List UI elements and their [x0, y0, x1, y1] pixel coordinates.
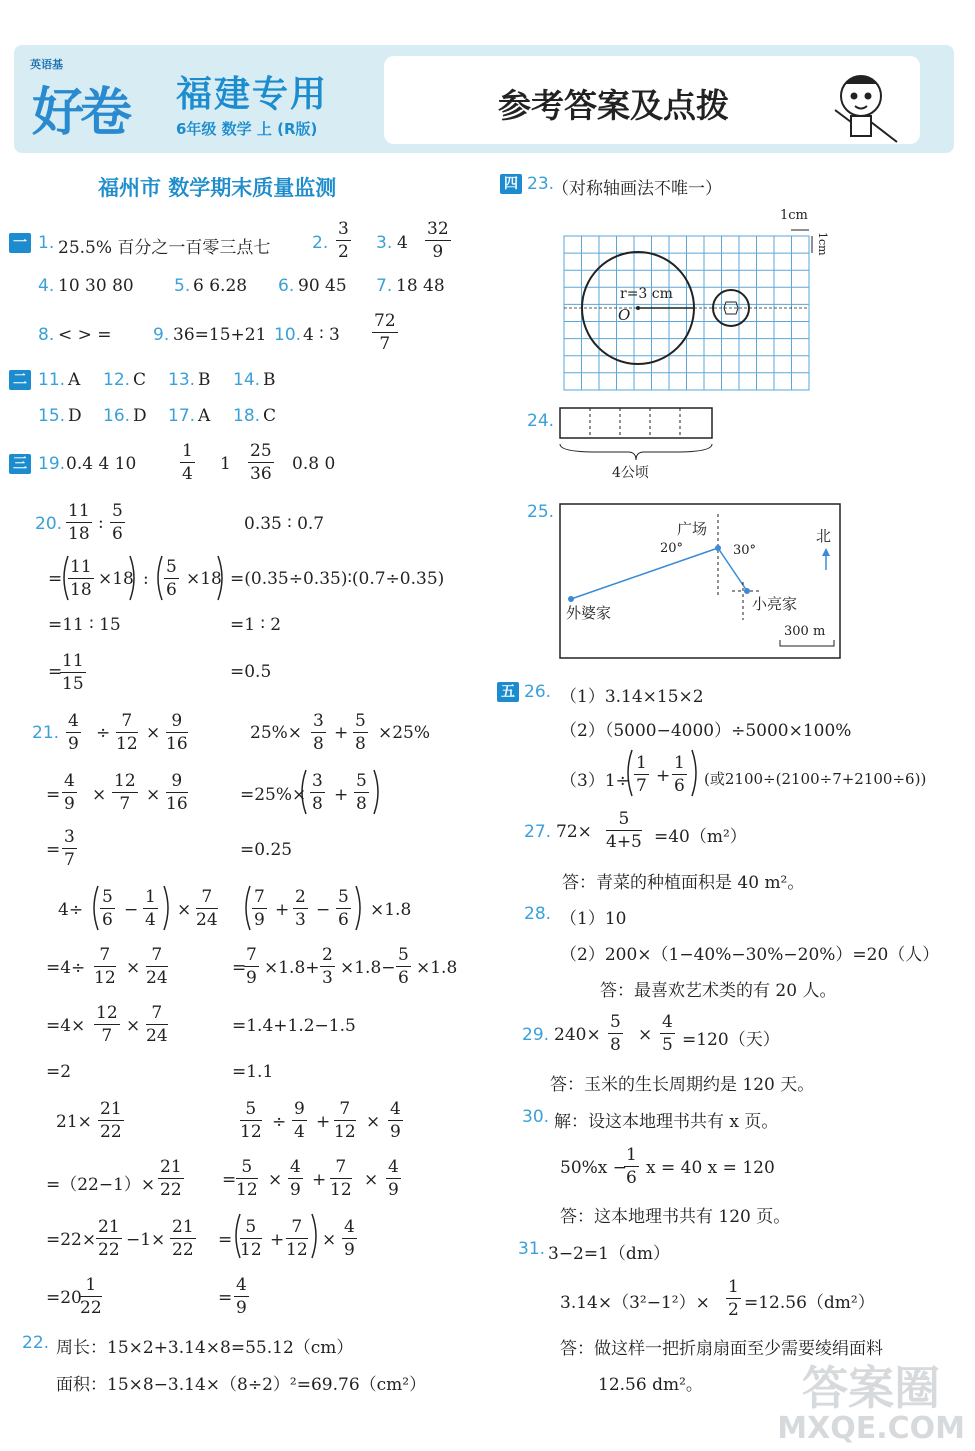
q21-f3-paren-close	[310, 1212, 322, 1260]
q27-pre: 72×	[556, 822, 592, 842]
logo	[22, 52, 157, 144]
q21-c2-op: ×	[126, 958, 141, 978]
q25-square-label: 广场	[677, 520, 708, 538]
q12-answer: C	[133, 370, 147, 390]
q21-a2-op1: ×	[92, 785, 107, 805]
q22-perimeter: 周长：15×2+3.14×8=55.12（cm）	[56, 1338, 354, 1358]
q29-answer: 答：玉米的生长周期约是 120 天。	[550, 1075, 815, 1095]
q21-d2-frac3: $\frac{5}{6}$	[398, 945, 409, 988]
q21-d1-op1: +	[275, 900, 290, 920]
q19-fraction-b: $\frac{25}{36}$	[250, 441, 272, 484]
section-badge-1: 一	[9, 233, 31, 253]
q21-c1-frac3: $\frac{7}{24}$	[196, 887, 218, 930]
q20-l4-fraction: $\frac{11}{15}$	[62, 651, 84, 694]
q29-post: =120（天）	[682, 1030, 780, 1050]
q27-frac: $\frac{5}{4+5}$	[606, 809, 642, 852]
q26-paren-open	[622, 748, 634, 798]
q21-d2-t2: ×1.8−	[340, 958, 396, 978]
q27-post: =40（m²）	[654, 827, 747, 847]
q11-number: 11.	[38, 370, 66, 390]
q21-f3-eq: =	[218, 1230, 233, 1250]
q21-f1-op3: ×	[366, 1112, 381, 1132]
q21-d2-t1: ×1.8+	[264, 958, 320, 978]
answer-title: 参考答案及点拨	[498, 86, 729, 125]
logo-main-text: 好卷	[32, 83, 129, 143]
q31-line2-pre: 3.14×（3²−1²）×	[560, 1293, 710, 1313]
q21-a1-frac2: $\frac{7}{12}$	[116, 711, 138, 754]
q23-number: 23.	[527, 174, 555, 194]
q28-line2: （2）200×（1−40%−30%−20%）=20（人）	[560, 945, 940, 965]
q21-a2-op2: ×	[146, 785, 161, 805]
q21-d2-frac2: $\frac{2}{3}$	[322, 945, 333, 988]
q21-a1-frac1: $\frac{4}{9}$	[68, 711, 79, 754]
q21-f2-eq: =	[222, 1170, 237, 1190]
q18-number: 18.	[233, 406, 261, 426]
q24-dividers	[590, 408, 680, 438]
q4-number: 4.	[38, 276, 55, 296]
q22-area: 面积：15×8−3.14×（8÷2）²=69.76（cm²）	[56, 1375, 427, 1395]
q21-c3-op: ×	[126, 1016, 141, 1036]
q20-l2-fraction-b: $\frac{5}{6}$	[166, 557, 177, 600]
q21-a3-eq: =	[46, 840, 61, 860]
q21-a2-frac2: $\frac{12}{7}$	[114, 771, 136, 814]
q30-eq-pre: 50%x −	[560, 1158, 628, 1178]
q19-number: 19.	[38, 454, 66, 474]
q21-f2-frac2: $\frac{4}{9}$	[290, 1157, 301, 1200]
q25-scale-bar	[780, 640, 834, 646]
q18-answer: C	[263, 406, 277, 426]
q5-number: 5.	[174, 276, 191, 296]
q16-number: 16.	[103, 406, 131, 426]
q30-eq-frac: $\frac{1}{6}$	[626, 1145, 637, 1188]
q23-grid-lines	[564, 236, 809, 390]
q25-north-label: 北	[816, 527, 832, 545]
q21-d4: =1.1	[232, 1062, 274, 1082]
q24-number: 24.	[527, 411, 555, 431]
q21-e3-frac2: $\frac{21}{22}$	[172, 1217, 194, 1260]
q1-answer: 25.5% 百分之一百零三点七	[58, 238, 271, 258]
q21-e4-frac: $\frac{1}{22}$	[80, 1275, 102, 1318]
q29-frac1: $\frac{5}{8}$	[610, 1012, 621, 1055]
q26-frac2: $\frac{1}{6}$	[674, 753, 685, 796]
q21-c1-frac2: $\frac{1}{4}$	[145, 887, 156, 930]
q8-number: 8.	[38, 325, 55, 345]
q23-radius-label: r=3 cm	[620, 286, 673, 302]
q30-line1: 解：设这本地理书共有 x 页。	[554, 1112, 779, 1132]
q21-d1-frac2: $\frac{2}{3}$	[295, 887, 306, 930]
section-badge-5: 五	[497, 682, 519, 702]
q21-d2-frac1: $\frac{7}{9}$	[246, 945, 257, 988]
q21-d3: =1.4+1.2−1.5	[232, 1016, 356, 1036]
q21-c1-frac1: $\frac{5}{6}$	[102, 887, 113, 930]
q23-note: （对称轴画法不唯一）	[552, 179, 722, 199]
q3-fraction: $\frac{32}{9}$	[427, 219, 449, 262]
q19-answer-b: 1	[220, 454, 231, 474]
q21-b2-paren-close	[372, 768, 384, 816]
q21-e4-pre: =20	[46, 1288, 82, 1308]
q21-e3-pre: =22×	[46, 1230, 97, 1250]
q26-line2: （2）（5000−4000）÷5000×100%	[560, 721, 852, 741]
q21-b2-frac1: $\frac{3}{8}$	[312, 771, 323, 814]
q31-line1: 3−2=1（dm）	[548, 1244, 670, 1264]
q23-scale-h: 1cm	[780, 208, 808, 223]
q7-number: 7.	[376, 276, 393, 296]
q21-f3-mul: ×	[322, 1230, 337, 1250]
q21-f1-frac4: $\frac{4}{9}$	[390, 1099, 401, 1142]
logo-small-text: 英语基	[30, 58, 63, 71]
q21-f4-frac: $\frac{4}{9}$	[236, 1275, 247, 1318]
q19-answer-a: 0.4 4 10	[66, 454, 137, 474]
q29-op: ×	[638, 1025, 653, 1045]
q21-c1-paren-close	[162, 884, 174, 932]
q20-l4-right: =0.5	[230, 662, 272, 682]
q26-paren-close	[690, 748, 702, 798]
q21-a1-op2: ×	[146, 723, 161, 743]
q21-number: 21.	[32, 723, 60, 743]
q29-number: 29.	[522, 1025, 550, 1045]
q20-number: 20.	[35, 514, 63, 534]
q24-label: 4公顷	[612, 465, 649, 481]
q21-e2-pre: =（22−1）×	[46, 1175, 156, 1195]
q20-l1-fraction-a: $\frac{11}{18}$	[68, 501, 90, 544]
q21-f1-frac1: $\frac{5}{12}$	[240, 1099, 262, 1142]
q13-answer: B	[198, 370, 211, 390]
q21-b1-post: ×25%	[378, 723, 431, 743]
q21-b1-pre: 25%×	[250, 723, 303, 743]
q21-f2-frac1: $\frac{5}{12}$	[236, 1157, 258, 1200]
q21-d1-post: ×1.8	[370, 900, 412, 920]
q21-f2-op3: ×	[364, 1170, 379, 1190]
q13-number: 13.	[168, 370, 196, 390]
q21-a1-frac3: $\frac{9}{16}$	[166, 711, 188, 754]
q31-answer: 答：做这样一把折扇扇面至少需要绫绢面料	[560, 1339, 883, 1359]
q21-c1-mul: ×	[177, 900, 192, 920]
q21-c2-frac1: $\frac{7}{12}$	[94, 945, 116, 988]
watermark	[777, 1363, 965, 1445]
q31-frac: $\frac{1}{2}$	[728, 1277, 739, 1320]
q20-l2-right: =(0.35÷0.35)∶(0.7÷0.35)	[230, 569, 445, 589]
q3-number: 3.	[376, 233, 393, 253]
q21-d1-op2: −	[316, 900, 331, 920]
q15-number: 15.	[38, 406, 66, 426]
q21-f1-op1: ÷	[272, 1112, 287, 1132]
q14-answer: B	[263, 370, 276, 390]
q21-c2-pre: =4÷	[46, 958, 86, 978]
section-badge-3: 三	[9, 454, 31, 474]
q20-l2-colon: :	[143, 569, 149, 589]
q21-c3-frac2: $\frac{7}{24}$	[146, 1003, 168, 1046]
q26-line3-pre: （3）1÷	[560, 771, 630, 791]
q21-d1-paren-open	[240, 884, 252, 932]
q21-a2-frac3: $\frac{9}{16}$	[166, 771, 188, 814]
q20-l3-left: =11 ∶ 15	[48, 615, 121, 635]
q11-answer: A	[68, 370, 81, 390]
q21-f2-frac4: $\frac{4}{9}$	[388, 1157, 399, 1200]
q7-answer: 18 48	[396, 276, 445, 296]
q21-f3-frac1: $\frac{5}{12}$	[240, 1217, 262, 1260]
q21-d2-t3: ×1.8	[416, 958, 458, 978]
q28-number: 28.	[524, 904, 552, 924]
section-badge-2: 二	[9, 370, 31, 390]
q25-route-to-grandma	[571, 548, 718, 599]
q9-answer: 36=15+21	[173, 325, 267, 345]
q10-fraction: $\frac{72}{7}$	[374, 311, 396, 354]
brand-title: 福建专用	[176, 74, 329, 115]
q23-grid-figure	[560, 208, 840, 398]
q21-e3-frac1: $\frac{21}{22}$	[98, 1217, 120, 1260]
q10-number: 10.	[274, 325, 302, 345]
q25-number: 25.	[527, 502, 555, 522]
q1-number: 1.	[38, 233, 55, 253]
q12-number: 12.	[103, 370, 131, 390]
q25-grandma-label: 外婆家	[566, 604, 612, 622]
q21-d2-eq: =	[232, 958, 247, 978]
q26-line1: （1）3.14×15×2	[560, 687, 704, 707]
q20-l1-right: 0.35 ∶ 0.7	[244, 514, 325, 534]
q17-answer: A	[198, 406, 211, 426]
q6-answer: 90 45	[298, 276, 347, 296]
watermark-line1: 答案圈	[802, 1361, 941, 1415]
q20-l1-colon: :	[98, 513, 104, 533]
q21-c1-op: −	[124, 900, 139, 920]
q26-number: 26.	[524, 682, 552, 702]
q20-l2-paren-close-a	[128, 554, 140, 602]
q19-fraction-a: $\frac{1}{4}$	[182, 441, 193, 484]
q27-answer: 答：青菜的种植面积是 40 m²。	[562, 873, 805, 893]
left-section-title: 福州市 数学期末质量监测	[98, 176, 337, 200]
q21-f2-op2: +	[312, 1170, 327, 1190]
q21-f4-eq: =	[218, 1288, 233, 1308]
q26-line3-post: (或2100÷(2100÷7+2100÷6))	[704, 770, 927, 788]
q20-l3-right: =1 ∶ 2	[230, 615, 282, 635]
q9-number: 9.	[153, 325, 170, 345]
q21-f1-op2: +	[316, 1112, 331, 1132]
q21-a3-frac: $\frac{3}{7}$	[64, 827, 75, 870]
q20-l2-fraction-a: $\frac{11}{18}$	[70, 557, 92, 600]
q29-frac2: $\frac{4}{5}$	[662, 1012, 673, 1055]
q25-north-arrow-head	[822, 548, 830, 556]
q3-answer: 4	[397, 233, 408, 253]
q21-e3-mid: −1×	[126, 1230, 166, 1250]
q25-angle2-label: 30°	[733, 543, 757, 558]
q15-answer: D	[68, 406, 82, 426]
q24-bar	[560, 408, 712, 438]
q21-b2-frac2: $\frac{5}{8}$	[356, 771, 367, 814]
q21-f1-frac2: $\frac{9}{4}$	[294, 1099, 305, 1142]
brand-subtitle: 6年级 数学 上 (R版)	[176, 120, 318, 138]
q21-f2-frac3: $\frac{7}{12}$	[330, 1157, 352, 1200]
q20-l1-fraction-b: $\frac{5}{6}$	[112, 501, 123, 544]
q20-l2-mid-a: ×18	[98, 569, 134, 589]
q21-c3-frac1: $\frac{12}{7}$	[96, 1003, 118, 1046]
q21-b1-frac1: $\frac{3}{8}$	[313, 711, 324, 754]
q17-number: 17.	[168, 406, 196, 426]
q21-e1-frac: $\frac{21}{22}$	[100, 1099, 122, 1142]
q28-line1: （1）10	[560, 909, 627, 929]
q21-b1-op: +	[334, 723, 349, 743]
section-badge-4: 四	[500, 174, 522, 194]
q8-answer: < > =	[58, 325, 112, 345]
q24-brace	[560, 444, 712, 460]
q26-frac1: $\frac{1}{7}$	[636, 753, 647, 796]
q21-e1-pre: 21×	[56, 1112, 92, 1132]
q21-b1-frac2: $\frac{5}{8}$	[355, 711, 366, 754]
q21-a2-eq: =	[46, 785, 61, 805]
q21-b2-op: +	[334, 785, 349, 805]
q14-number: 14.	[233, 370, 261, 390]
q21-a2-frac1: $\frac{4}{9}$	[64, 771, 75, 814]
q21-b2-paren-open	[296, 768, 308, 816]
q5-answer: 6 6.28	[193, 276, 248, 296]
cartoon-mascot-icon	[825, 66, 905, 146]
q2-number: 2.	[312, 233, 329, 253]
q21-f1-frac3: $\frac{7}{12}$	[334, 1099, 356, 1142]
q21-d1-frac1: $\frac{7}{9}$	[254, 887, 265, 930]
q4-answer: 10 30 80	[58, 276, 134, 296]
q21-f3-op: +	[270, 1230, 285, 1250]
q19-answer-c: 0.8 0	[292, 454, 336, 474]
q25-point-square	[715, 545, 721, 551]
q26-op: +	[656, 766, 671, 786]
q25-xiaoliang-label: 小亮家	[752, 595, 798, 613]
q25-point-xiaoliang	[744, 588, 750, 594]
q25-angle1-label: 20°	[660, 541, 684, 556]
q27-number: 27.	[524, 822, 552, 842]
q21-d1-frac3: $\frac{5}{6}$	[338, 887, 349, 930]
q24-bar-figure	[556, 404, 721, 468]
q21-c3-pre: =4×	[46, 1016, 86, 1036]
q21-c2-frac2: $\frac{7}{24}$	[146, 945, 168, 988]
q10-answer: 4 ∶ 3	[303, 325, 340, 345]
q2-fraction: $\frac{3}{2}$	[338, 219, 349, 262]
q20-l4-eq: =	[48, 662, 63, 682]
q21-f3-frac2: $\frac{7}{12}$	[286, 1217, 308, 1260]
q31-number: 31.	[518, 1239, 546, 1259]
q22-number: 22.	[22, 1333, 50, 1353]
q21-f3-frac3: $\frac{4}{9}$	[344, 1217, 355, 1260]
q28-answer: 答：最喜欢艺术类的有 20 人。	[600, 981, 837, 1001]
q21-c1-paren-open	[88, 884, 100, 932]
q30-answer: 答：这本地理书共有 120 页。	[560, 1207, 791, 1227]
q31-line2-post: =12.56（dm²）	[744, 1293, 875, 1313]
q20-l2-paren-close-b	[216, 554, 228, 602]
q21-c4: =2	[46, 1062, 72, 1082]
q21-b2-pre: =25%×	[240, 785, 307, 805]
q20-l2-eq: =	[48, 569, 63, 589]
q31-answer-line2: 12.56 dm²。	[598, 1375, 703, 1395]
q21-c1-pre: 4÷	[58, 900, 84, 920]
q29-pre: 240×	[554, 1025, 601, 1045]
q6-number: 6.	[278, 276, 295, 296]
q30-number: 30.	[522, 1107, 550, 1127]
q21-b3: =0.25	[240, 840, 293, 860]
q23-center-label: O	[618, 306, 631, 324]
q21-e2-frac: $\frac{21}{22}$	[160, 1157, 182, 1200]
q25-scale-label: 300 m	[784, 624, 826, 639]
q16-answer: D	[133, 406, 147, 426]
q21-f2-op1: ×	[268, 1170, 283, 1190]
q20-l2-mid-b: ×18	[186, 569, 222, 589]
q20-l2-paren-open-b	[152, 554, 164, 602]
q21-d1-paren-close	[354, 884, 366, 932]
q23-scale-v: 1cm	[816, 232, 829, 256]
watermark-line2: MXQE.COM	[777, 1411, 965, 1446]
q21-a1-op1: ÷	[96, 723, 111, 743]
q30-eq-post: x = 40 x = 120	[646, 1158, 775, 1178]
